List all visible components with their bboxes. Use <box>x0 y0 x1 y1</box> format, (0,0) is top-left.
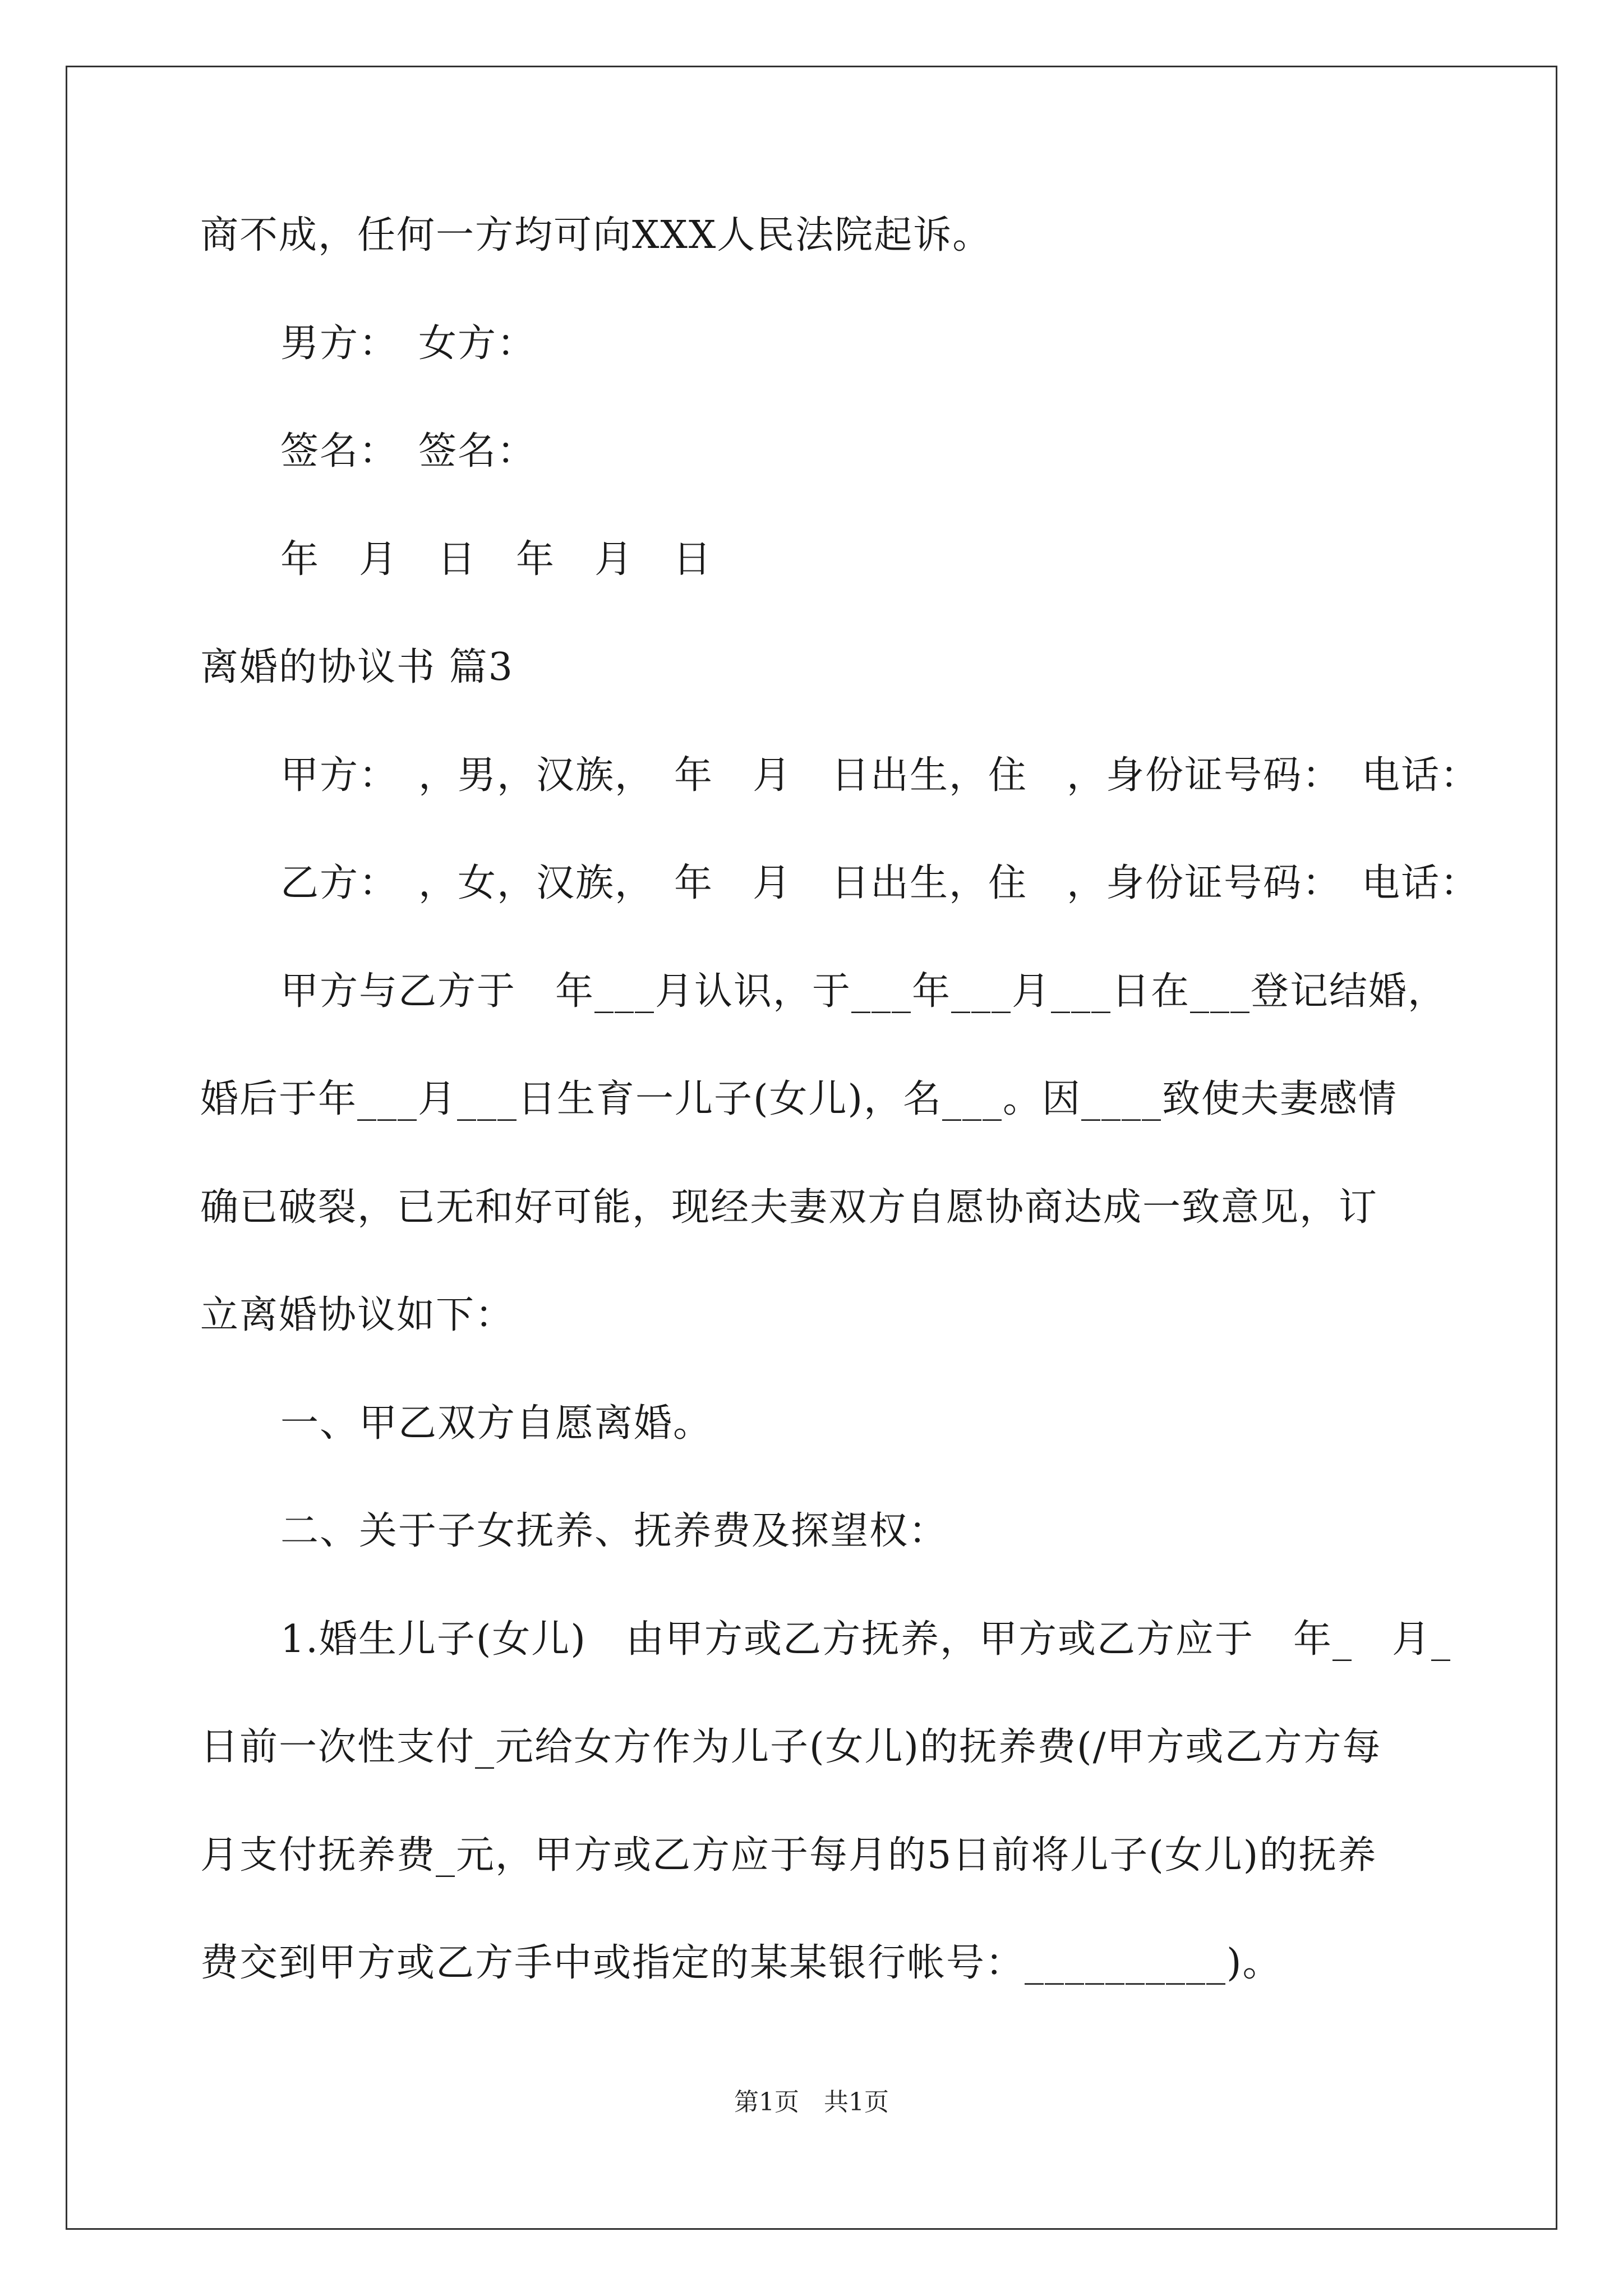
clause-two-item-line-2: 日前一次性支付_元给女方作为儿子(女儿)的抚养费(/甲方或乙方方每 <box>200 1725 1382 1769</box>
paragraph-line-1: 甲方与乙方于 年___月认识，于___年___月___日在___登记结婚， <box>280 969 1447 1014</box>
section-heading: 离婚的协议书 篇3 <box>200 645 514 689</box>
paragraph-line-3: 确已破裂，已无和好可能，现经夫妻双方自愿协商达成一致意见，订 <box>200 1185 1378 1230</box>
signature-label-line: 签名： 签名： <box>280 429 537 473</box>
clause-one: 一、甲乙双方自愿离婚。 <box>280 1401 713 1446</box>
text-line-1: 商不成，任何一方均可向XXX人民法院起诉。 <box>200 213 992 257</box>
party-b-info-line: 乙方： ，女，汉族， 年 月 日出生，住 ，身份证号码： 电话： <box>280 861 1480 905</box>
paragraph-line-2: 婚后于年___月___日生育一儿子(女儿)，名___。因____致使夫妻感情 <box>200 1077 1398 1121</box>
clause-two-heading: 二、关于子女抚养、抚养费及探望权： <box>280 1509 948 1553</box>
clause-two-item-line-1: 1.婚生儿子(女儿) 由甲方或乙方抚养，甲方或乙方应于 年_ 月_ <box>280 1617 1451 1662</box>
party-a-info-line: 甲方： ，男，汉族， 年 月 日出生，住 ，身份证号码： 电话： <box>280 753 1480 798</box>
male-female-label-line: 男方： 女方： <box>280 321 537 366</box>
page-border <box>66 66 1557 2230</box>
clause-two-item-line-4: 费交到甲方或乙方手中或指定的某某银行帐号：__________)。 <box>200 1941 1282 1985</box>
date-label-line: 年 月 日 年 月 日 <box>280 537 713 582</box>
paragraph-line-4: 立离婚协议如下： <box>200 1293 515 1337</box>
clause-two-item-line-3: 月支付抚养费_元，甲方或乙方应于每月的5日前将儿子(女儿)的抚养 <box>200 1833 1377 1878</box>
page-number-footer: 第1页 共1页 <box>734 2088 889 2116</box>
